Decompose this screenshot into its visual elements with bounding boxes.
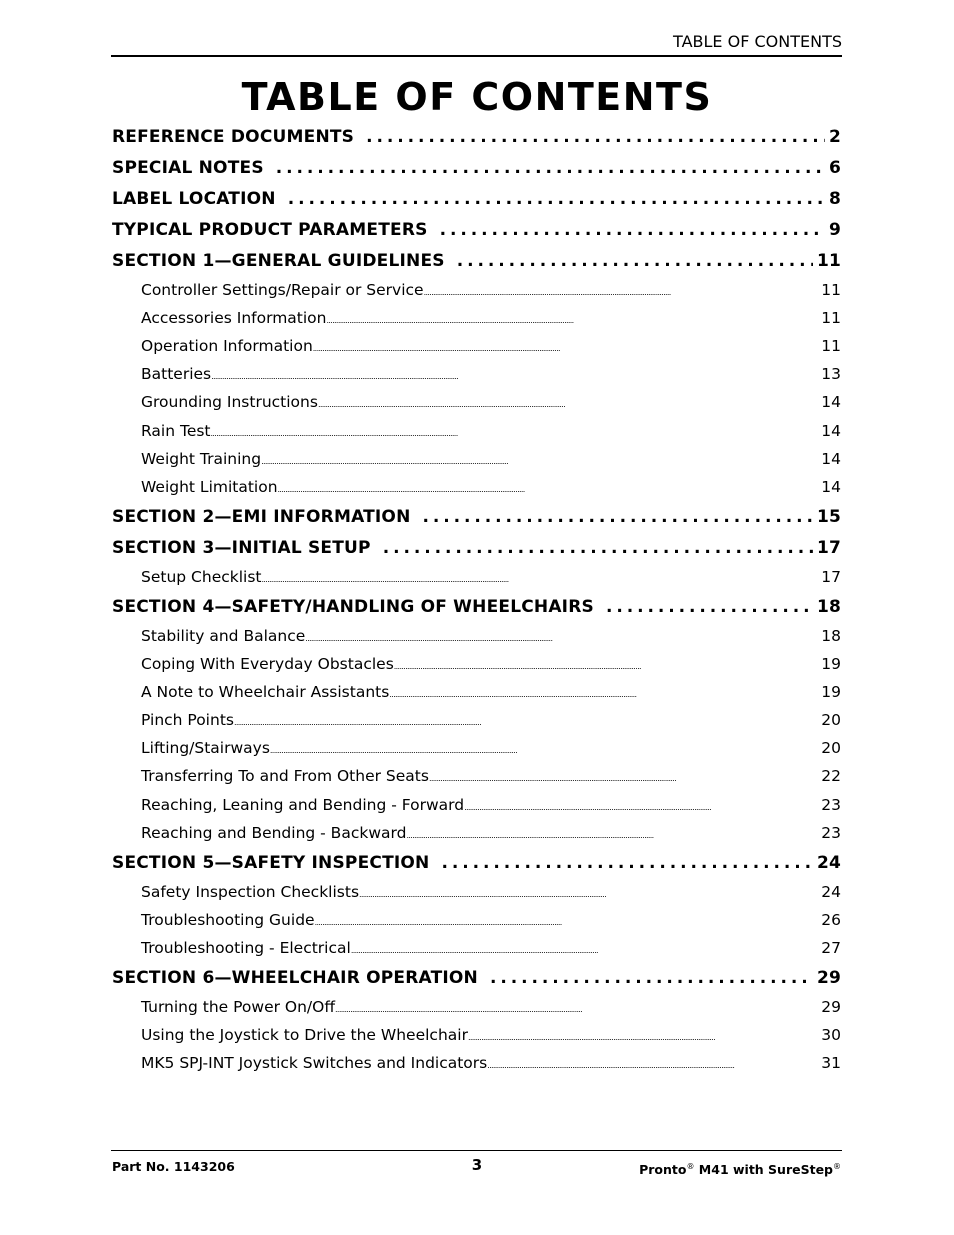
toc-dot-leader xyxy=(327,310,821,329)
toc-dot-leader xyxy=(606,594,813,620)
toc-entry-title: SECTION 6—WHEELCHAIR OPERATION xyxy=(112,968,478,988)
toc-entry-title: Grounding Instructions xyxy=(141,393,318,412)
toc-entry-title: Troubleshooting Guide xyxy=(141,910,315,929)
toc-entry-title: SECTION 4—SAFETY/HANDLING OF WHEELCHAIRS xyxy=(112,596,594,617)
toc-entry-page: 8 xyxy=(828,189,841,209)
toc-dot-leader xyxy=(313,338,820,357)
toc-entry-page: 6 xyxy=(828,158,841,178)
toc-entry-page: 18 xyxy=(821,626,841,645)
toc-entry-page: 31 xyxy=(821,1054,841,1073)
toc-entry-page: 11 xyxy=(821,281,841,299)
toc-subsection-entry xyxy=(112,566,841,588)
toc-dot-leader xyxy=(457,248,813,274)
toc-dot-leader xyxy=(305,628,820,647)
toc-dot-leader xyxy=(440,217,825,243)
toc-subsection-entry xyxy=(112,391,841,413)
toc-dot-leader xyxy=(318,394,820,413)
toc-entry-page: 29 xyxy=(821,998,841,1016)
toc-subsection-entry xyxy=(112,909,841,931)
toc-dot-leader xyxy=(211,423,821,442)
toc-section-entry xyxy=(112,248,841,274)
toc-dot-leader xyxy=(366,124,825,150)
toc-subsection-entry xyxy=(112,681,841,703)
toc-entry-title: A Note to Wheelchair Assistants xyxy=(141,683,390,702)
toc-entry-page: 14 xyxy=(821,393,841,412)
toc-entry-title: Stability and Balance xyxy=(141,626,306,645)
toc-dot-leader xyxy=(441,850,812,876)
toc-subsection-entry xyxy=(112,765,841,787)
toc-subsection-entry xyxy=(112,881,841,903)
toc-section-entry xyxy=(112,535,841,561)
toc-entry-title: Batteries xyxy=(141,365,212,384)
toc-entry-page: 13 xyxy=(821,365,841,384)
product-brand: Pronto xyxy=(639,1162,687,1178)
toc-entry-page: 14 xyxy=(821,449,841,468)
toc-entry-title: Rain Test xyxy=(141,421,211,440)
toc-entry-page: 26 xyxy=(821,910,841,929)
registered-mark: ® xyxy=(686,1162,695,1171)
toc-entry-page: 17 xyxy=(816,537,841,558)
toc-entry-title: SECTION 3—INITIAL SETUP xyxy=(112,537,371,558)
toc-entry-page: 9 xyxy=(828,220,841,240)
toc-entry-page: 22 xyxy=(821,767,841,786)
toc-subsection-entry xyxy=(112,709,841,731)
toc-subsection-entry xyxy=(112,794,841,816)
footer-divider xyxy=(111,1150,842,1151)
toc-dot-leader xyxy=(276,155,825,181)
toc-entry-title: Accessories Information xyxy=(141,309,327,328)
toc-entry-page: 23 xyxy=(821,795,841,814)
toc-entry-title: SPECIAL NOTES xyxy=(112,158,264,178)
toc-entry-title: MK5 SPJ-INT Joystick Switches and Indicators xyxy=(141,1054,488,1073)
toc-section-entry xyxy=(112,504,841,530)
toc-entry-title: Coping With Everyday Obstacles xyxy=(141,655,394,673)
toc-subsection-entry xyxy=(112,937,841,959)
toc-entry-page: 14 xyxy=(821,477,841,496)
toc-entry-page: 11 xyxy=(816,251,841,271)
toc-section-entry xyxy=(112,124,841,150)
toc-entry-title: Weight Training xyxy=(141,449,262,468)
toc-subsection-entry xyxy=(112,476,841,498)
toc-section-entry xyxy=(112,594,841,620)
toc-section-entry xyxy=(112,186,841,212)
toc-entry-page: 24 xyxy=(816,852,841,873)
toc-subsection-entry xyxy=(112,737,841,759)
toc-dot-leader xyxy=(394,656,820,675)
toc-entry-page: 24 xyxy=(821,882,841,901)
toc-dot-leader xyxy=(487,1055,820,1074)
toc-dot-leader xyxy=(234,712,820,731)
toc-dot-leader xyxy=(315,912,821,931)
toc-entry-title: SECTION 2—EMI INFORMATION xyxy=(112,506,411,527)
toc-section-entry xyxy=(112,217,841,243)
toc-entry-title: Safety Inspection Checklists xyxy=(141,882,360,901)
toc-section-entry xyxy=(112,155,841,181)
toc-entry-page: 29 xyxy=(816,968,841,988)
toc-entry-title: Operation Information xyxy=(141,337,313,356)
toc-section-entry xyxy=(112,965,841,991)
toc-dot-leader xyxy=(468,1027,820,1046)
toc-subsection-entry xyxy=(112,307,841,329)
toc-entry-title: Setup Checklist xyxy=(141,567,262,586)
toc-entry-title: LABEL LOCATION xyxy=(112,189,276,209)
toc-dot-leader xyxy=(490,965,813,991)
toc-dot-leader xyxy=(288,186,825,212)
toc-entry-title: Weight Limitation xyxy=(141,477,278,496)
toc-entry-title: REFERENCE DOCUMENTS xyxy=(112,127,355,147)
toc-dot-leader xyxy=(351,940,820,959)
toc-subsection-entry xyxy=(112,279,841,301)
toc-entry-page: 15 xyxy=(816,506,841,527)
toc-dot-leader xyxy=(270,740,820,759)
toc-entry-page: 11 xyxy=(821,337,841,356)
toc-entry-page: 18 xyxy=(816,596,841,617)
toc-entry-title: Turning the Power On/Off xyxy=(141,998,336,1016)
toc-entry-page: 20 xyxy=(821,711,841,730)
page-title: TABLE OF CONTENTS xyxy=(241,75,713,119)
toc-entry-page: 17 xyxy=(821,567,841,586)
toc-subsection-entry xyxy=(112,653,841,675)
toc-subsection-entry xyxy=(112,1024,841,1046)
toc-subsection-entry xyxy=(112,448,841,470)
toc-subsection-entry xyxy=(112,822,841,844)
toc-entry-title: Pinch Points xyxy=(141,711,234,730)
toc-entry-page: 11 xyxy=(821,309,841,328)
toc-entry-page: 23 xyxy=(821,823,841,842)
part-number: Part No. 1143206 xyxy=(112,1159,235,1174)
toc-entry-page: 30 xyxy=(821,1026,841,1045)
toc-entry-page: 27 xyxy=(821,938,841,957)
toc-dot-leader xyxy=(261,451,820,470)
toc-subsection-entry xyxy=(112,335,841,357)
toc-dot-leader xyxy=(464,797,820,816)
toc-dot-leader xyxy=(262,569,821,588)
toc-entry-title: Controller Settings/Repair or Service xyxy=(141,281,424,299)
toc-entry-title: TYPICAL PRODUCT PARAMETERS xyxy=(112,220,428,240)
toc-entry-title: Reaching, Leaning and Bending - Forward xyxy=(141,795,465,814)
toc-entry-title: Troubleshooting - Electrical xyxy=(141,938,351,957)
toc-subsection-entry xyxy=(112,420,841,442)
toc-subsection-entry xyxy=(112,625,841,647)
toc-dot-leader xyxy=(423,504,813,530)
running-header: TABLE OF CONTENTS xyxy=(111,31,842,57)
product-name xyxy=(639,1158,841,1179)
toc-entry-page: 19 xyxy=(821,683,841,702)
toc-subsection-entry xyxy=(112,996,841,1018)
toc-dot-leader xyxy=(406,825,820,844)
toc-dot-leader xyxy=(424,282,821,301)
toc-entry-page: 20 xyxy=(821,739,841,758)
registered-mark: ® xyxy=(833,1162,841,1171)
toc-dot-leader xyxy=(211,366,820,385)
toc-entry-page: 14 xyxy=(821,421,841,440)
toc-entry-title: Reaching and Bending - Backward xyxy=(141,823,407,842)
toc-entry-title: SECTION 1—GENERAL GUIDELINES xyxy=(112,251,445,271)
toc-dot-leader xyxy=(335,999,820,1018)
toc-entry-title: Lifting/Stairways xyxy=(141,739,270,758)
toc-dot-leader xyxy=(383,535,813,561)
toc-subsection-entry xyxy=(112,363,841,385)
toc-entry-title: SECTION 5—SAFETY INSPECTION xyxy=(112,852,430,873)
toc-dot-leader xyxy=(359,884,820,903)
toc-entry-page: 2 xyxy=(828,127,841,147)
toc-dot-leader xyxy=(429,768,820,787)
toc-section-entry xyxy=(112,850,841,876)
toc-dot-leader xyxy=(389,684,820,703)
toc-subsection-entry xyxy=(112,1052,841,1074)
toc-entry-title: Using the Joystick to Drive the Wheelchair xyxy=(141,1026,468,1045)
toc-entry-page: 19 xyxy=(821,655,841,673)
toc-dot-leader xyxy=(278,479,821,498)
page-number: 3 xyxy=(471,1156,483,1174)
product-model: M41 with SureStep xyxy=(694,1162,833,1178)
toc-entry-title: Transferring To and From Other Seats xyxy=(141,767,429,786)
